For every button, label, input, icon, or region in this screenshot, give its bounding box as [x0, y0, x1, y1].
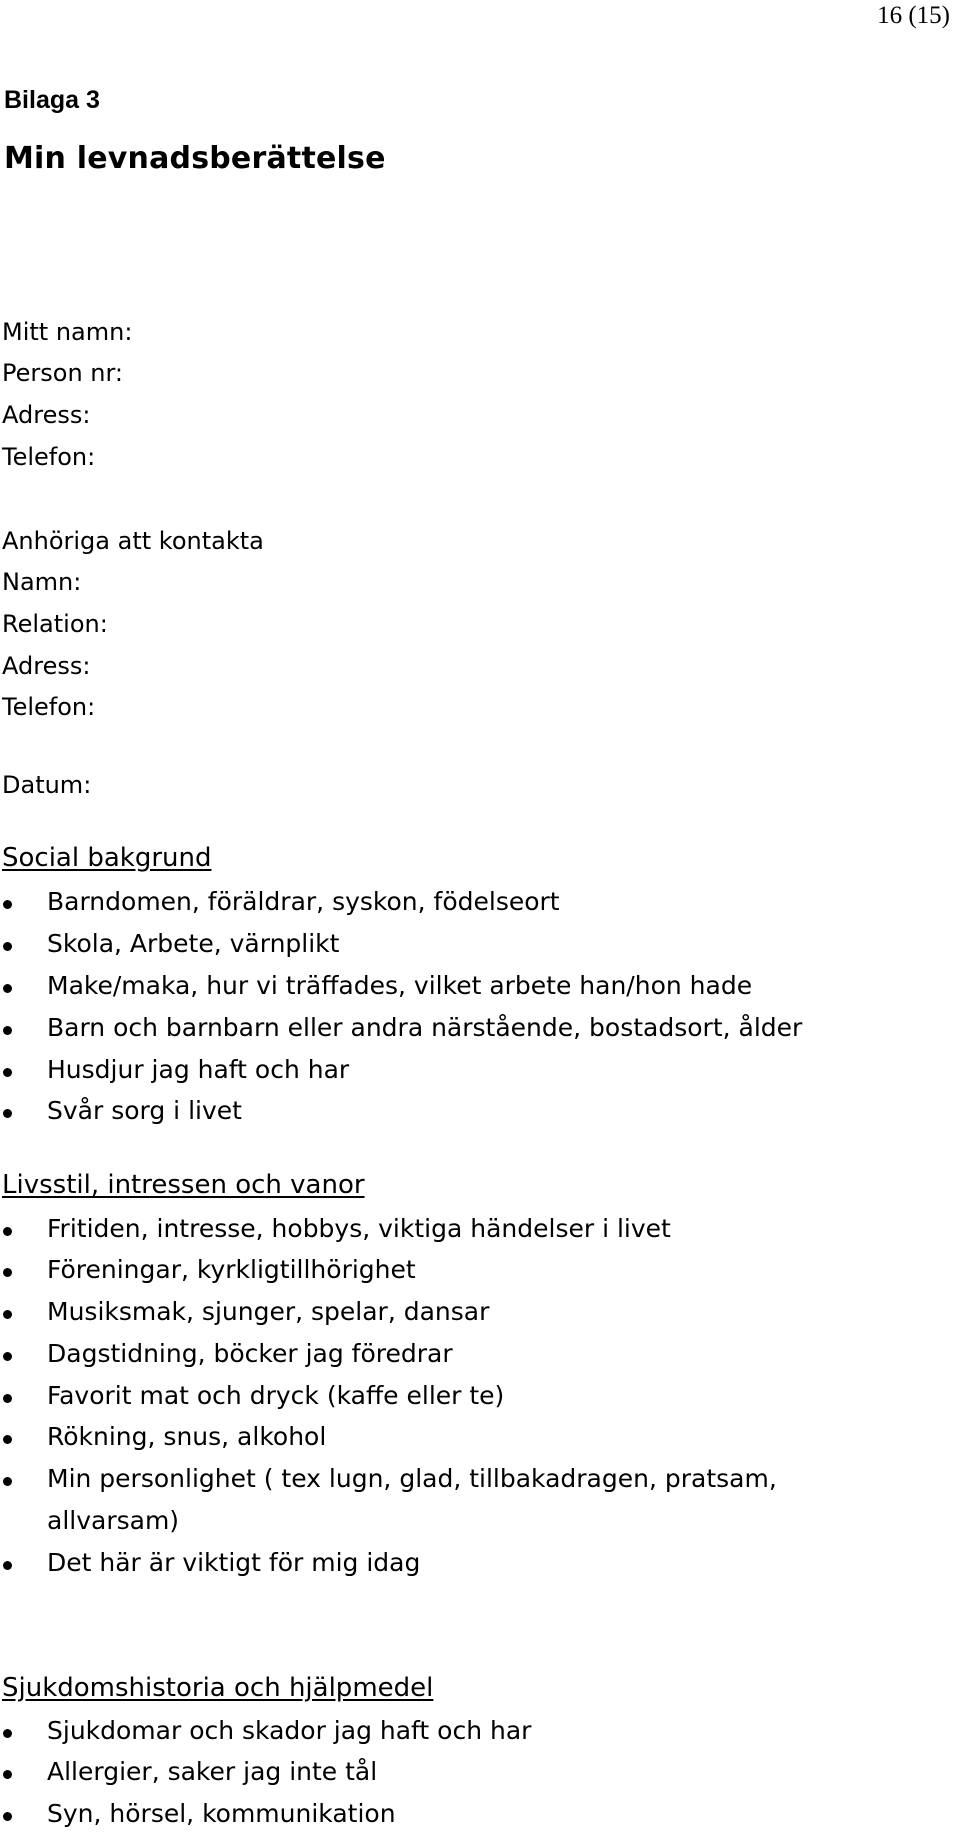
appendix-label: Bilaga 3	[4, 86, 100, 114]
relative-address-label: Adress:	[2, 652, 91, 680]
bullet-icon	[3, 1352, 12, 1361]
bullet-icon	[3, 984, 12, 993]
bullet-icon	[3, 1109, 12, 1118]
field-phone-label: Telefon:	[2, 443, 96, 471]
field-name-label: Mitt namn:	[2, 318, 133, 346]
bullet-icon	[3, 1227, 12, 1236]
bullet-icon	[3, 1310, 12, 1319]
bullet-icon	[3, 942, 12, 951]
page-number: 16 (15)	[877, 2, 950, 29]
section-heading-social: Social bakgrund	[2, 843, 212, 873]
bullet-icon	[3, 900, 12, 909]
bullet-icon	[3, 1729, 12, 1738]
bullet-icon	[3, 1561, 12, 1570]
field-address-label: Adress:	[2, 401, 91, 429]
bullet-icon	[3, 1026, 12, 1035]
relative-phone-label: Telefon:	[2, 693, 96, 721]
relatives-heading: Anhöriga att kontakta	[2, 527, 264, 555]
bullet-icon	[3, 1268, 12, 1277]
field-person-nr-label: Person nr:	[2, 359, 124, 387]
bullet-icon	[3, 1394, 12, 1403]
section-heading-medical: Sjukdomshistoria och hjälpmedel	[2, 1673, 434, 1703]
page-title: Min levnadsberättelse	[4, 141, 386, 176]
bullet-icon	[3, 1770, 12, 1779]
relative-relation-label: Relation:	[2, 610, 108, 638]
bullet-icon	[3, 1068, 12, 1077]
date-label: Datum:	[2, 771, 92, 799]
section-heading-lifestyle: Livsstil, intressen och vanor	[2, 1170, 365, 1200]
bullet-icon	[3, 1812, 12, 1821]
bullet-icon	[3, 1477, 12, 1486]
bullet-icon	[3, 1435, 12, 1444]
relative-name-label: Namn:	[2, 568, 82, 596]
